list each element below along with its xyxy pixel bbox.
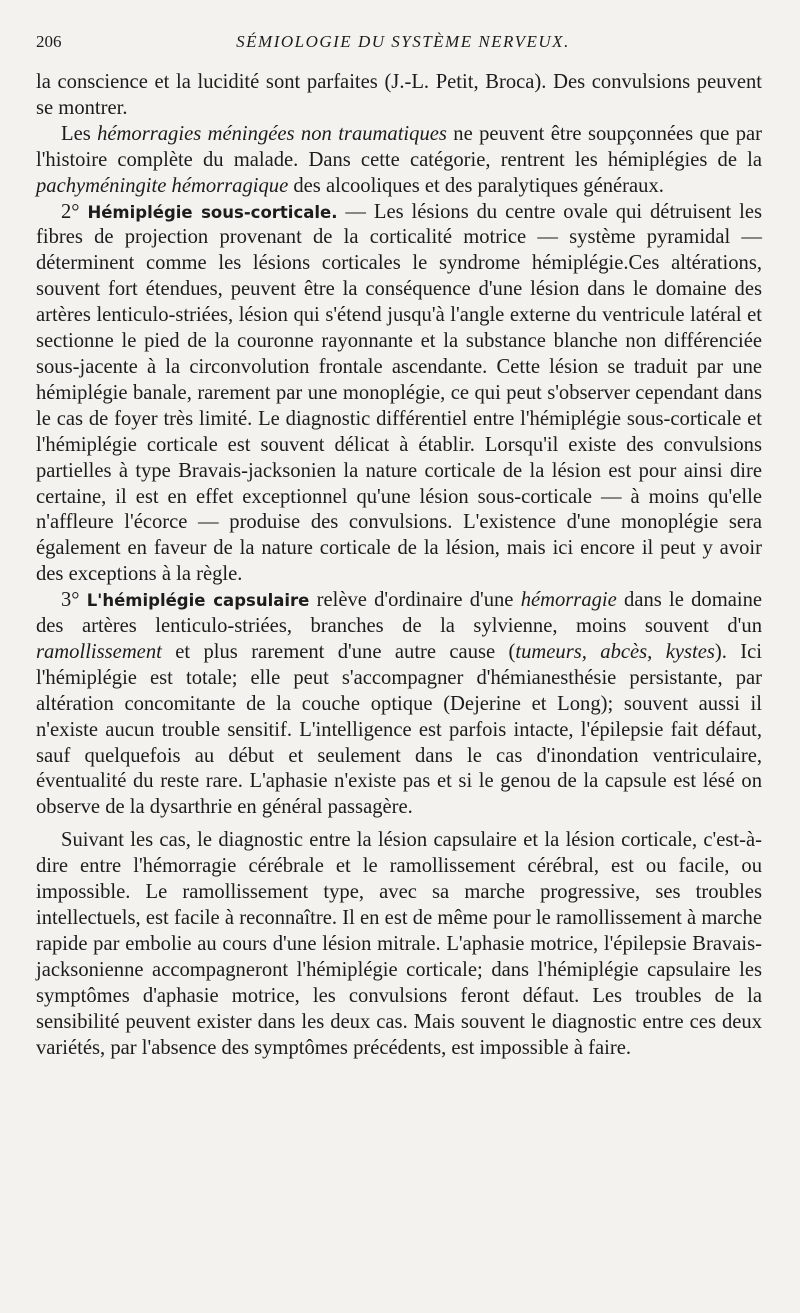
paragraph-4 xyxy=(36,588,762,821)
italic-term: pachyméningite hémorragique xyxy=(36,174,289,197)
text-run: Les xyxy=(61,122,98,145)
text-run: et plus rarement d'une autre cause ( xyxy=(161,640,516,663)
section-number: 2° xyxy=(61,200,88,223)
paragraph-3 xyxy=(36,200,762,589)
paragraph-2 xyxy=(36,122,762,200)
paragraph-5: Suivant les cas, le diagnostic entre la lésion capsulaire et la lésion corticale, c'est-à-dire entre l'hémorragie cérébrale et le ramollissement cérébral, est ou facile, ou impossible. Le ramollissement type, avec sa marche progressive, ses troubles intellectuels, est facile à reconnaître. Il en est de même pour le ramollissement à marche rapide par embolie au cours d'une lésion mitrale. L'aphasie motrice, l'épilepsie Bravais-jacksonienne accompagneront l'hémiplégie corticale; dans l'hémiplégie capsulaire les symptômes d'aphasie motrice, les convulsions feront défaut. Les troubles de la sensibilité peuvent exister dans les deux cas. Mais souvent le diagnostic entre ces deux variétés, par l'absence des symptômes précédents, est impossible à faire. xyxy=(36,829,762,1059)
text-run: — Les lésions du centre ovale qui détruisent les fibres de projection provenant de la corticalité motrice — système pyramidal — déterminent comme les lésions corticales le syndrome hémiplégie.Ces altérations, souvent fort étendues, peuvent être la conséquence d'une lésion dans le domaine des artères lenticulo-striées, lésion qui s'étend jusqu'à l'angle externe du ventricule latéral et sectionne le pied de la couronne rayonnante et la substance blanche non différenciée sous-jacente à la circonvolution frontale ascendante. Cette lésion se traduit par une hémiplégie banale, rarement par une monoplégie, ce qui peut s'observer cependant dans le cas de foyer très limité. Le diagnostic différentiel entre l'hémiplégie sous-corticale et l'hémiplégie corticale est souvent délicat à établir. Lorsqu'il existe des convulsions partielles à type Bravais-jacksonien la nature corticale de la lésion est pour ainsi dire certaine, il est en effet exceptionnel qu'une lésion sous-corticale — à moins qu'elle n'affleure l'écorce — produise des convulsions. L'existence d'une monoplégie sera également en faveur de la nature corticale de la lésion, mais ici encore il peut y avoir des exceptions à la règle. xyxy=(36,200,762,586)
page-header xyxy=(36,32,770,56)
italic-term: tumeurs, abcès, kystes xyxy=(515,640,715,663)
paragraph-1: la conscience et la lucidité sont parfaites (J.-L. Petit, Broca). Des convulsions peuvent se montrer. xyxy=(36,71,762,119)
text-run: ne peuvent être soupçonnées que par l'histoire complète du malade. Dans cette catégorie, rentrent les hémiplégies de la xyxy=(36,122,762,171)
text-run: relève d'ordinaire d'une xyxy=(309,589,521,612)
page-number: 206 xyxy=(36,32,62,51)
text-run: dans le domaine des artères lenticulo-striées, branches de la sylvienne, moins souvent d'un xyxy=(36,589,763,638)
text-run: des alcooliques et des paralytiques généraux. xyxy=(288,174,664,197)
running-title: SÉMIOLOGIE DU SYSTÈME NERVEUX. xyxy=(236,32,570,51)
italic-term: hémorragies méningées non traumatiques xyxy=(97,122,447,145)
text-run: ). Ici l'hémiplégie est totale; elle peut s'accompagner d'hémianesthésie persistante, par altération concomitante de la couche optique (Dejerine et Long); souvent aussi il n'existe aucun trouble sensitif. L'intelligence est parfois intacte, l'épilepsie fait défaut, sauf quelquefois au début et seulement dans le cas d'inondation ventriculaire, éventualité du reste rare. L'aphasie n'existe pas et si le genou de la capsule est lésé on observe de la dysarthrie en général passagère. xyxy=(36,640,762,819)
page-body xyxy=(36,70,762,1061)
section-number: 3° xyxy=(61,589,87,612)
italic-term: ramollissement xyxy=(36,640,162,663)
italic-term: hémorragie xyxy=(520,589,617,612)
section-heading: L'hémiplégie capsulaire xyxy=(86,591,310,611)
section-heading: Hémiplégie sous-corticale. xyxy=(87,202,338,222)
